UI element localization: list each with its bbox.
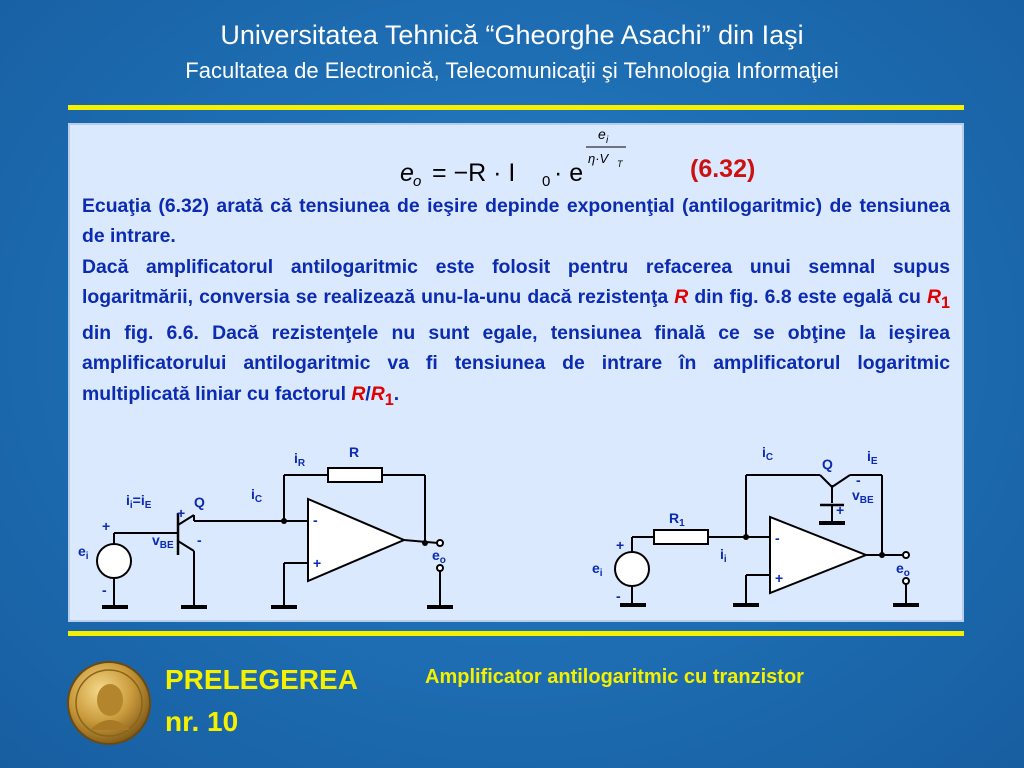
p2-ratio-slash: / xyxy=(365,382,371,405)
lecture-topic: Amplificator antilogaritmic cu tranzistor xyxy=(425,666,804,688)
eq-exp-den-sub: T xyxy=(617,159,623,169)
eq-exp-num-sub: i xyxy=(606,135,609,146)
lecture-number: nr. 10 xyxy=(165,706,239,737)
output-terminal xyxy=(437,540,443,546)
label-r: R xyxy=(349,444,360,460)
p2-text-b: din fig. 6.8 este egală cu xyxy=(688,285,927,308)
transistor-q-emitter xyxy=(178,541,194,551)
p2-ratio-r1: R xyxy=(370,382,385,405)
wire xyxy=(404,540,438,543)
opamp-left xyxy=(308,499,404,581)
source-ei xyxy=(97,544,131,578)
label-ei-plus: + xyxy=(102,518,111,534)
output-terminal xyxy=(903,552,909,558)
node-dot xyxy=(879,552,885,558)
paragraph-1: Ecuaţia (6.32) arată că tensiunea de ieşire depinde exponenţial (antilogaritmic) de tensiunea de intrare. xyxy=(82,195,950,248)
body-text xyxy=(82,191,950,415)
top-divider xyxy=(68,105,964,110)
label-ir: $i_R$ xyxy=(294,450,306,469)
p2-text-c: din fig. 6.6. Dacă rezistenţele nu sunt egale, tensiunea finală ce se obţine la ieşirea amplificatorului antilogaritmic va fi tensiunea de intrare în amplificatorul logaritmic multiplicată liniar cu factorul xyxy=(82,322,950,405)
label-ic: $i_C$ xyxy=(251,486,263,505)
p2-r-symbol: R xyxy=(674,285,689,308)
node-dot xyxy=(422,540,428,546)
faculty-title: Facultatea de Electronică, Telecomunicaţii şi Tehnologia Informaţiei xyxy=(185,58,839,83)
label-ei: $e_i$ xyxy=(78,543,89,562)
p2-end: . xyxy=(393,382,400,405)
label-vbe-plus: + xyxy=(836,502,845,518)
label-vbe-minus: - xyxy=(856,472,861,488)
label-ii-ie: $i_i=i_E$ xyxy=(126,492,152,511)
p2-text-a: Dacă amplificatorul antilogaritmic este folosit pentru refacerea unui semnal supus logaritmării, conversia se realizează unu-la-unu dacă rezistenţa xyxy=(82,255,950,308)
resistor-r xyxy=(328,468,382,482)
label-ei-minus: - xyxy=(102,582,107,598)
eq-exp-num: e xyxy=(598,126,606,142)
eq-rhs-prefix: = −R · I xyxy=(432,159,516,187)
label-ii: $i_i$ xyxy=(720,546,727,565)
label-q: Q xyxy=(194,494,205,510)
transistor-q-emitter xyxy=(832,475,850,487)
university-medal-logo xyxy=(66,660,152,746)
eq-dot-e: · e xyxy=(554,159,584,187)
label-eo: $e_o$ xyxy=(432,547,446,566)
eq-exp-den: η·V xyxy=(588,151,609,166)
university-title: Universitatea Tehnică “Gheorghe Asachi” din Iaşi xyxy=(220,20,804,50)
transistor-q-collector xyxy=(820,475,832,487)
label-ei-minus: - xyxy=(616,588,621,604)
source-ei xyxy=(615,552,649,586)
node-dot xyxy=(281,518,287,524)
label-vbe-plus: + xyxy=(177,505,186,521)
opamp-inv-sign: - xyxy=(775,530,780,546)
eq-lhs-e: e xyxy=(400,159,414,187)
label-ie: $i_E$ xyxy=(867,448,878,467)
equation-6-32 xyxy=(70,125,962,191)
eq-i0-sub: 0 xyxy=(542,173,551,190)
opamp-right xyxy=(770,517,866,593)
label-ei: $e_i$ xyxy=(592,560,603,579)
resistor-r1 xyxy=(654,530,708,544)
label-vbe: $v_{BE}$ xyxy=(152,532,174,551)
label-q: Q xyxy=(822,456,833,472)
opamp-inv-sign: - xyxy=(313,512,318,528)
label-r1: $R_1$ xyxy=(669,510,685,529)
content-panel xyxy=(68,123,964,622)
p2-ratio-r1-sub: 1 xyxy=(384,390,394,409)
label-ei-plus: + xyxy=(616,537,625,553)
eq-lhs-sub: o xyxy=(413,173,422,190)
bottom-divider xyxy=(68,631,964,636)
p2-r1-symbol: R xyxy=(926,285,941,308)
p2-ratio-r: R xyxy=(351,382,366,405)
label-vbe-minus: - xyxy=(197,532,202,548)
equation-number: (6.32) xyxy=(690,155,756,183)
node-dot xyxy=(743,534,749,540)
label-eo: $e_o$ xyxy=(896,560,910,579)
p2-r1-sub: 1 xyxy=(941,293,950,312)
log-circuit-diagram xyxy=(570,435,960,615)
opamp-noninv-sign: + xyxy=(313,555,322,571)
label-ic: $i_C$ xyxy=(762,444,774,463)
lecture-label: PRELEGEREA xyxy=(165,664,358,695)
label-vbe: $v_{BE}$ xyxy=(852,487,874,506)
opamp-noninv-sign: + xyxy=(775,570,784,586)
paragraph-2 xyxy=(82,252,950,415)
antilog-circuit-diagram xyxy=(70,435,490,615)
